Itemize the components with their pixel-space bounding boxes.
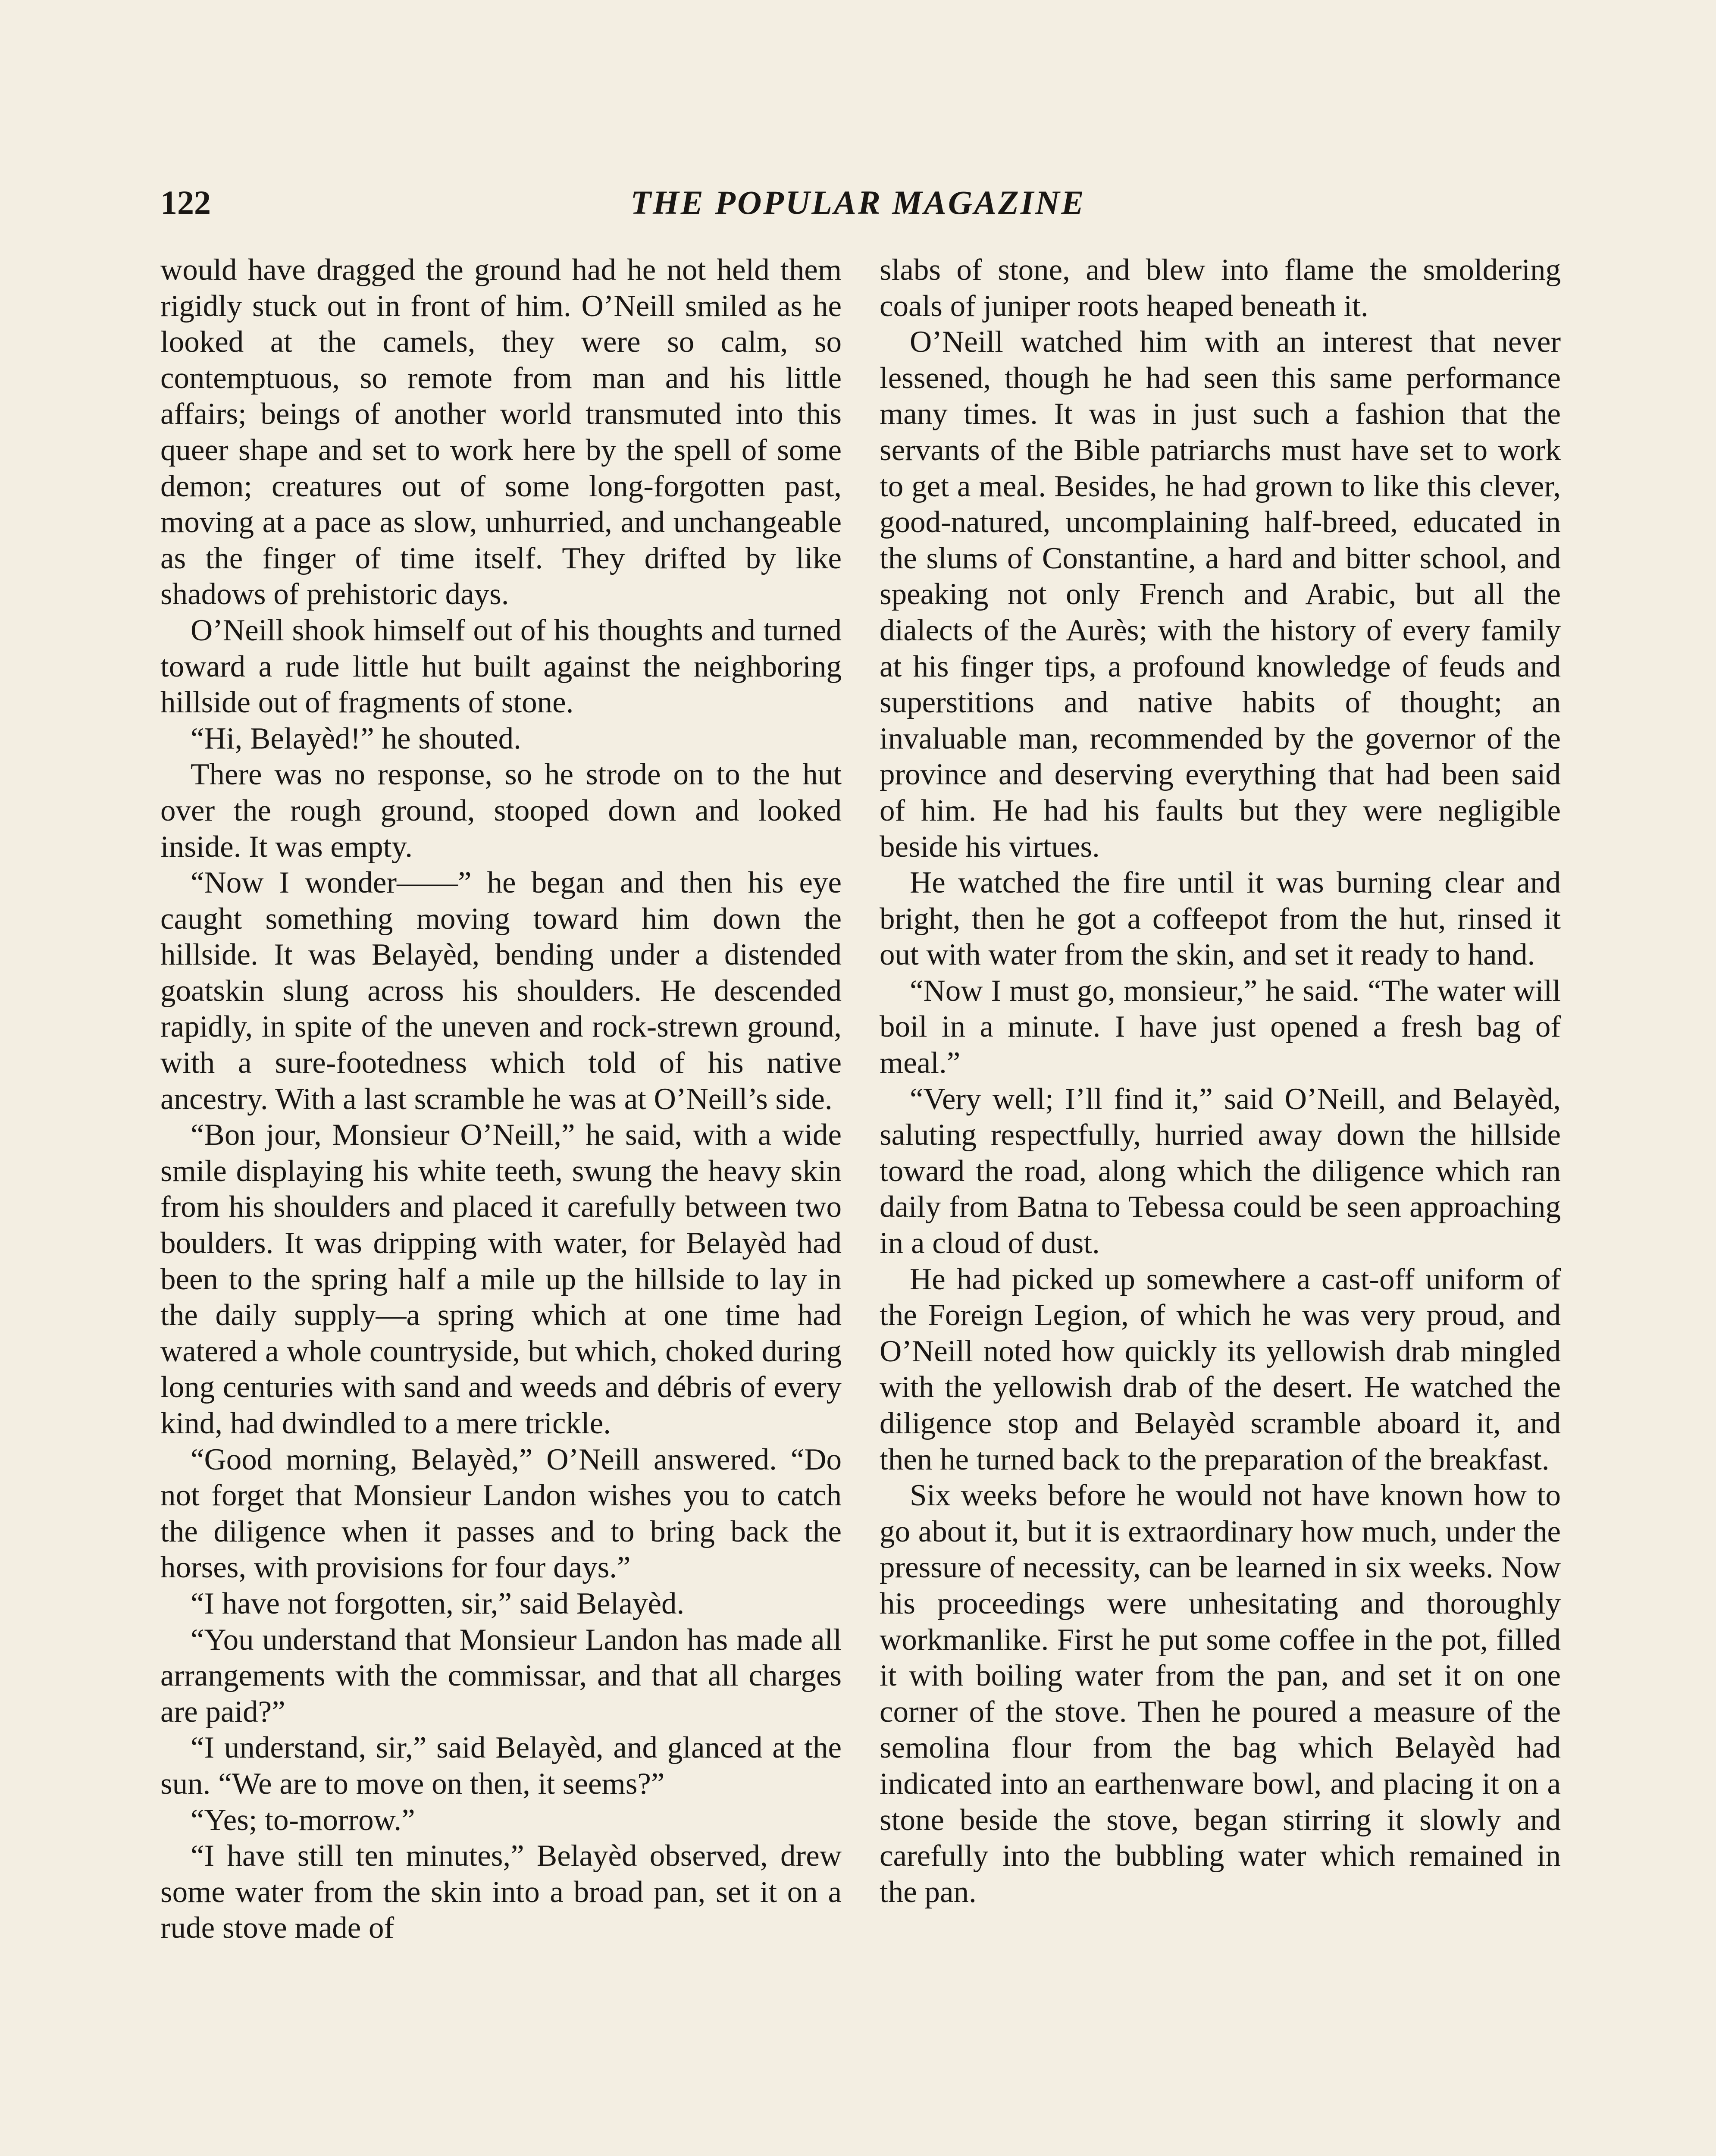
- paragraph: “Good morning, Belayèd,” O’Neill answered. “Do not forget that Monsieur Landon wishes you to catch the diligence when it passes and to bring back the horses, with provisions for four days.”: [160, 1442, 842, 1585]
- paragraph: “Yes; to-morrow.”: [191, 1803, 415, 1837]
- paragraph: “I have not forgotten, sir,” said Belayèd.: [191, 1586, 685, 1620]
- paragraph: would have dragged the ground had he not held them rigidly stuck out in front of him. O’Neill smiled as he looked at the camels, they were so calm, so contemptuous, so remote from man and his little affairs; beings of another world transmuted into this queer shape and set to work here by the spell of some demon; creatures out of some long-forgotten past, moving at a pace as slow, unhurried, and unchangeable as the finger of time itself. They drifted by like shadows of prehistoric days.: [160, 253, 842, 611]
- paragraph: “Very well; I’ll find it,” said O’Neill, and Belayèd, saluting respectfully, hurried away down the hillside toward the road, along which the diligence which ran daily from Batna to Tebessa could be seen approaching in a cloud of dust.: [880, 1082, 1561, 1260]
- right-column: [880, 252, 1561, 1910]
- paragraph: Six weeks before he would not have known how to go about it, but it is extraordinary how much, under the pressure of necessity, can be learned in six weeks. Now his proceedings were unhesitating and thoroughly workmanlike. First he put some coffee in the pot, filled it with boiling water from the pan, and set it on one corner of the stove. Then he poured a measure of the semolina flour from the bag which Belayèd had indicated into an earthenware bowl, and placing it on a stone beside the stove, began stirring it slowly and carefully into the bubbling water which remained in the pan.: [880, 1479, 1561, 1909]
- paragraph: O’Neill watched him with an interest that never lessened, though he had seen this same performance many times. It was in just such a fashion that the servants of the Bible patriarchs must have set to work to get a meal. Besides, he had grown to like this clever, good-natured, uncomplaining half-breed, educated in the slums of Constantine, a hard and bitter school, and speaking not only French and Arabic, but all the dialects of the Aurès; with the history of every family at his finger tips, a profound knowledge of feuds and superstitions and native habits of thought; an invaluable man, recommended by the governor of the province and deserving everything that had been said of him. He had his faults but they were negligible beside his virtues.: [880, 325, 1561, 864]
- page-number: 122: [160, 184, 211, 221]
- paragraph: There was no response, so he strode on to the hut over the rough ground, stooped down and looked inside. It was empty.: [160, 758, 842, 864]
- paragraph: He had picked up somewhere a cast-off uniform of the Foreign Legion, of which he was very proud, and O’Neill noted how quickly its yellowish drab mingled with the yellowish drab of the desert. He watched the diligence stop and Belayèd scramble aboard it, and then he turned back to the preparation of the breakfast.: [880, 1262, 1561, 1476]
- paragraph: “Hi, Belayèd!” he shouted.: [191, 721, 521, 755]
- paragraph: “Now I must go, monsieur,” he said. “The water will boil in a minute. I have just opened a fresh bag of meal.”: [880, 974, 1561, 1080]
- left-column: [160, 252, 842, 1946]
- running-title: THE POPULAR MAGAZINE: [630, 184, 1086, 221]
- paragraph: “I understand, sir,” said Belayèd, and glanced at the sun. “We are to move on then, it seems?”: [160, 1731, 842, 1801]
- paragraph: “Now I wonder——” he began and then his eye caught something moving toward him down the hillside. It was Belayèd, bending under a distended goatskin slung across his shoulders. He descended rapidly, in spite of the uneven and rock-strewn ground, with a sure-footedness which told of his native ancestry. With a last scramble he was at O’Neill’s side.: [160, 866, 842, 1116]
- page-header: [160, 170, 1556, 235]
- paragraph: “Bon jour, Monsieur O’Neill,” he said, with a wide smile displaying his white teeth, swung the heavy skin from his shoulders and placed it carefully between two boulders. It was dripping with water, for Belayèd had been to the spring half a mile up the hillside to lay in the daily supply—a spring which at one time had watered a whole countryside, but which, choked during long centuries with sand and weeds and débris of every kind, had dwindled to a mere trickle.: [160, 1118, 842, 1440]
- paragraph: He watched the fire until it was burning clear and bright, then he got a coffeepot from the hut, rinsed it out with water from the skin, and set it ready to hand.: [880, 866, 1561, 972]
- paragraph: “I have still ten minutes,” Belayèd observed, drew some water from the skin into a broad pan, set it on a rude stove made of: [160, 1839, 842, 1945]
- paragraph: O’Neill shook himself out of his thoughts and turned toward a rude little hut built against the neighboring hillside out of fragments of stone.: [160, 613, 842, 720]
- paragraph: slabs of stone, and blew into flame the smoldering coals of juniper roots heaped beneath it.: [880, 253, 1561, 323]
- paragraph: “You understand that Monsieur Landon has made all arrangements with the commissar, and that all charges are paid?”: [160, 1623, 842, 1729]
